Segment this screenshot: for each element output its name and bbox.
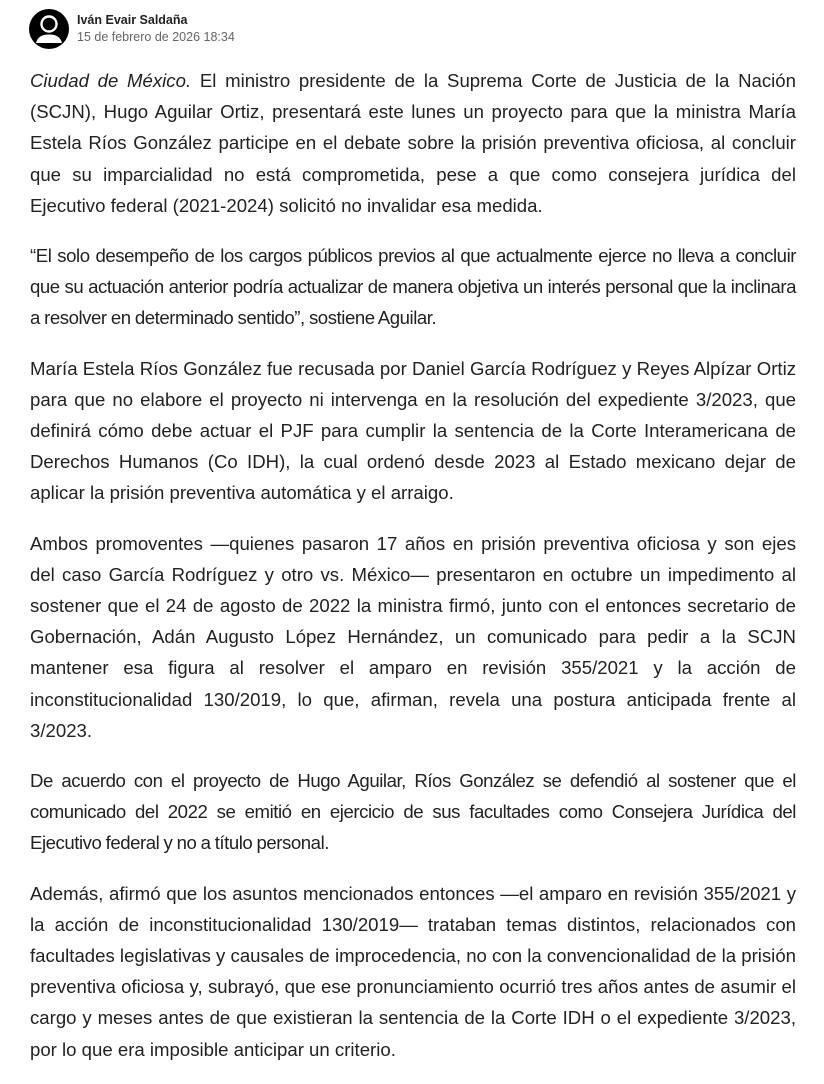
post-header [29, 9, 235, 49]
article-paragraph-2-quote: “El solo desempeño de los cargos públicos previos al que actualmente ejerce no lleva a concluir que su actuación anterior podría actualizar de manera objetiva un interés personal que la inclinara a resolver en determinado sentido”, sostiene Aguilar. [30, 245, 796, 329]
author-name[interactable]: Iván Evair Saldaña [77, 13, 188, 27]
post-timestamp: 15 de febrero de 2026 18:34 [77, 30, 235, 44]
article-body [30, 65, 796, 1084]
article-paragraph-5: De acuerdo con el proyecto de Hugo Aguilar, Ríos González se defendió al sostener que el comunicado del 2022 se emitió en ejercicio de sus facultades como Consejera Jurídica del Ejecutivo federal y no a título personal. [30, 770, 796, 854]
article-paragraph-4: Ambos promoventes —quienes pasaron 17 años en prisión preventiva oficiosa y son ejes del caso García Rodríguez y otro vs. México— presentaron en octubre un impedimento al sostener que el 24 de agosto de 2022 la ministra firmó, junto con el entonces secretario de Gobernación, Adán Augusto López Hernández, un comunicado para pedir a la SCJN mantener esa figura al resolver el amparo en revisión 355/2021 y la acción de inconstitucionalidad 130/2019, lo que, afirman, revela una postura anticipada frente al 3/2023. [30, 532, 796, 741]
article-paragraph-1 [30, 65, 796, 221]
paragraph-text: El ministro presidente de la Suprema Corte de Justicia de la Nación (SCJN), Hugo Aguilar Ortiz, presentará este lunes un proyecto para que la ministra María Estela Ríos González participe en el debate sobre la prisión preventiva oficiosa, al concluir que su imparcialidad no está comprometida, pese a que como consejera jurídica del Ejecutivo federal (2021-2024) solicitó no invalidar esa medida. [30, 70, 796, 216]
article-paragraph-3: María Estela Ríos González fue recusada por Daniel García Rodríguez y Reyes Alpízar Ortiz para que no elabore el proyecto ni intervenga en la resolución del expediente 3/2023, que definirá cómo debe actuar el PJF para cumplir la sentencia de la Corte Interamericana de Derechos Humanos (Co IDH), la cual ordenó desde 2023 al Estado mexicano dejar de aplicar la prisión preventiva automática y el arraigo. [30, 357, 796, 504]
user-avatar-icon[interactable] [29, 9, 69, 49]
user-silhouette-icon [29, 9, 69, 49]
dateline: Ciudad de México. [30, 70, 192, 91]
article-paragraph-6: Además, afirmó que los asuntos mencionados entonces —el amparo en revisión 355/2021 y la acción de inconstitucionalidad 130/2019— trataban temas distintos, relacionados con facultades legislativas y causales de improcedencia, no con la convencionalidad de la prisión preventiva oficiosa y, subrayó, que ese pronunciamiento ocurrió tres años antes de asumir el cargo y meses antes de que existieran la sentencia de la Corte IDH o el expediente 3/2023, por lo que era imposible anticipar un criterio. [30, 882, 796, 1060]
author-block [77, 12, 235, 46]
